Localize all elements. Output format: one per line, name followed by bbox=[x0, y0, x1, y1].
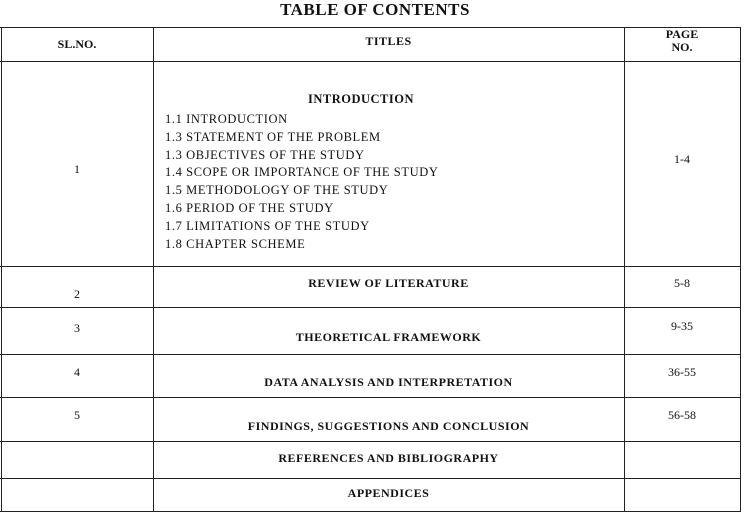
row-1-pages: 1-4 bbox=[674, 152, 690, 166]
row-3-sl: 3 bbox=[74, 321, 80, 335]
row-5-title: FINDINGS, SUGGESTIONS AND CONCLUSION bbox=[247, 419, 530, 433]
page-title: TABLE OF CONTENTS bbox=[280, 0, 470, 19]
table-rule bbox=[0, 511, 741, 512]
table-rule bbox=[153, 27, 154, 512]
header-page-line1: PAGE bbox=[665, 27, 699, 41]
row-3-title: THEORETICAL FRAMEWORK bbox=[295, 330, 482, 344]
subsection-item: 1.3 OBJECTIVES OF THE STUDY bbox=[165, 148, 365, 162]
table-rule bbox=[0, 354, 741, 355]
subsection-item: 1.1 INTRODUCTION bbox=[165, 112, 288, 126]
row-5-pages: 56-58 bbox=[668, 408, 696, 422]
header-page-no bbox=[624, 28, 740, 54]
table-rule bbox=[1, 27, 2, 512]
subsection-item: 1.7 LIMITATIONS OF THE STUDY bbox=[165, 219, 370, 233]
row-4-sl: 4 bbox=[74, 365, 80, 379]
table-rule bbox=[740, 27, 741, 512]
table-rule bbox=[0, 266, 741, 267]
subsection-item: 1.6 PERIOD OF THE STUDY bbox=[165, 201, 334, 215]
row-5-sl: 5 bbox=[74, 408, 80, 422]
subsection-item: 1.3 STATEMENT OF THE PROBLEM bbox=[165, 130, 381, 144]
row-6-title: REFERENCES AND BIBLIOGRAPHY bbox=[278, 451, 499, 465]
subsection-item: 1.5 METHODOLOGY OF THE STUDY bbox=[165, 183, 389, 197]
row-4-pages: 36-55 bbox=[668, 365, 696, 379]
row-1-title: INTRODUCTION bbox=[308, 92, 415, 106]
header-page-line2: NO. bbox=[671, 40, 693, 54]
table-rule bbox=[0, 397, 741, 398]
table-rule bbox=[0, 61, 741, 62]
row-4-title: DATA ANALYSIS AND INTERPRETATION bbox=[264, 375, 513, 389]
table-rule bbox=[0, 307, 741, 308]
row-3-pages: 9-35 bbox=[671, 319, 693, 333]
row-2-pages: 5-8 bbox=[674, 276, 690, 290]
subsection-item: 1.4 SCOPE OR IMPORTANCE OF THE STUDY bbox=[165, 165, 439, 179]
row-2-sl: 2 bbox=[74, 287, 80, 301]
table-rule bbox=[0, 441, 741, 442]
header-titles: TITLES bbox=[365, 34, 412, 48]
header-sl-no: SL.NO. bbox=[57, 37, 97, 51]
row-1-sl: 1 bbox=[74, 162, 80, 176]
table-rule bbox=[624, 27, 625, 512]
row-2-title: REVIEW OF LITERATURE bbox=[308, 276, 469, 290]
row-7-title: APPENDICES bbox=[347, 486, 430, 500]
table-rule bbox=[0, 478, 741, 479]
subsection-item: 1.8 CHAPTER SCHEME bbox=[165, 237, 306, 251]
